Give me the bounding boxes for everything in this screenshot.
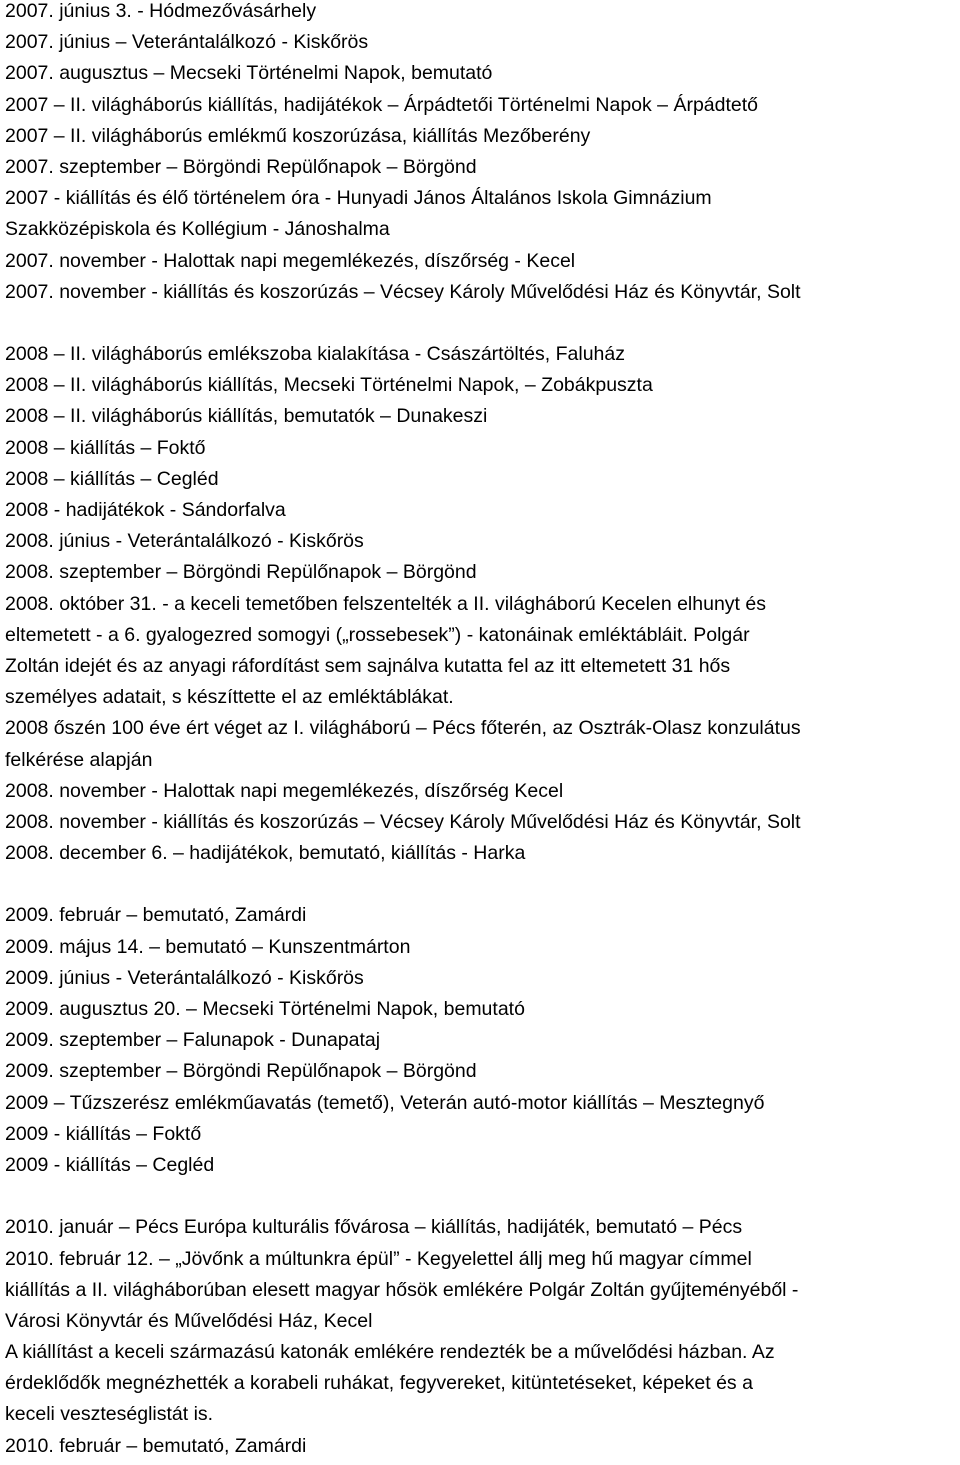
text-line: 2007. november - kiállítás és koszorúzás – Vécsey Károly Művelődési Ház és Könyvtár, Solt (5, 280, 801, 303)
text-line: A kiállítást a keceli származású katonák emlékére rendezték be a művelődési házban. Az (5, 1341, 775, 1364)
text-line: eltemetett - a 6. gyalogezred somogyi („rossebesek”) - katonáinak emléktábláit. Polgár (5, 623, 750, 646)
text-line: 2007 – II. világháborús kiállítás, hadijátékok – Árpádtetői Történelmi Napok – Árpádtető (5, 93, 759, 116)
text-line: 2010. február – bemutató, Zamárdi (5, 1434, 307, 1457)
text-line: 2009. május 14. – bemutató – Kunszentmárton (5, 935, 411, 958)
text-line: 2008. december 6. – hadijátékok, bemutató, kiállítás - Harka (5, 842, 526, 865)
text-line: 2007. augusztus – Mecseki Történelmi Napok, bemutató (5, 62, 493, 85)
text-line: 2008. június - Veterántalálkozó - Kiskőrös (5, 530, 364, 553)
text-line: Zoltán idejét és az anyagi ráfordítást sem sajnálva kutatta fel az itt eltemetett 31 hős (5, 654, 731, 677)
text-line: 2009 – Tűzszerész emlékműavatás (temető), Veterán autó-motor kiállítás – Mesztegnyő (5, 1091, 765, 1114)
text-line: 2008 – kiállítás – Cegléd (5, 467, 219, 490)
text-line: 2010. január – Pécs Európa kulturális fővárosa – kiállítás, hadijáték, bemutató – Pécs (5, 1216, 743, 1239)
text-line: 2008 – II. világháborús emlékszoba kialakítása - Császártöltés, Faluház (5, 343, 625, 366)
text-line: 2009. február – bemutató, Zamárdi (5, 904, 307, 927)
text-line: 2007. november - Halottak napi megemlékezés, díszőrség - Kecel (5, 249, 576, 272)
text-line: 2009 - kiállítás – Foktő (5, 1122, 202, 1145)
text-line: érdeklődők megnézhették a korabeli ruhákat, fegyvereket, kitüntetéseket, képeket és a (5, 1372, 753, 1395)
paragraph-gap (5, 869, 957, 900)
text-line: Szakközépiskola és Kollégium - Jánoshalma (5, 218, 390, 241)
text-line: 2008 – kiállítás – Foktő (5, 436, 206, 459)
text-line: 2007. június – Veterántalálkozó - Kiskőrös (5, 31, 369, 54)
text-line: 2007 - kiállítás és élő történelem óra - Hunyadi János Általános Iskola Gimnázium (5, 187, 712, 210)
text-line: személyes adatait, s készíttette el az emléktáblákat. (5, 686, 454, 709)
text-line: 2009 - kiállítás – Cegléd (5, 1153, 215, 1176)
text-line: Városi Könyvtár és Művelődési Ház, Kecel (5, 1309, 373, 1332)
document-body (5, 0, 957, 1462)
text-line: 2009. szeptember – Falunapok - Dunapataj (5, 1029, 381, 1052)
text-line: 2010. február 12. – „Jövőnk a múltunkra épül” - Kegyelettel állj meg hű magyar címmel (5, 1247, 752, 1270)
text-line: 2008. november - Halottak napi megemlékezés, díszőrség Kecel (5, 779, 564, 802)
text-line: 2007. szeptember – Börgöndi Repülőnapok – Börgönd (5, 155, 477, 178)
text-line: felkérése alapján (5, 748, 153, 771)
text-line: 2008. november - kiállítás és koszorúzás – Vécsey Károly Művelődési Ház és Könyvtár, Solt (5, 810, 801, 833)
paragraph-gap (5, 1181, 957, 1212)
text-line: 2008. október 31. - a keceli temetőben felszentelték a II. világháború Kecelen elhunyt és (5, 592, 766, 615)
text-line: 2008 – II. világháborús kiállítás, bemutatók – Dunakeszi (5, 405, 488, 428)
paragraph-gap (5, 308, 957, 339)
text-line: 2009. június - Veterántalálkozó - Kiskőrös (5, 966, 364, 989)
text-line: 2007. június 3. - Hódmezővásárhely (5, 0, 317, 22)
text-line: 2009. szeptember – Börgöndi Repülőnapok – Börgönd (5, 1060, 477, 1083)
text-line: kiállítás a II. világháborúban elesett magyar hősök emlékére Polgár Zoltán gyűjteményéből - (5, 1278, 799, 1301)
text-line: 2007 – II. világháborús emlékmű koszorúzása, kiállítás Mezőberény (5, 124, 591, 147)
text-line: 2008 őszén 100 éve ért véget az I. világháború – Pécs főterén, az Osztrák-Olasz konzulátus (5, 717, 801, 740)
text-line: 2008 – II. világháborús kiállítás, Mecseki Történelmi Napok, – Zobákpuszta (5, 374, 653, 397)
text-line: keceli veszteséglistát is. (5, 1403, 214, 1426)
text-line: 2008. szeptember – Börgöndi Repülőnapok – Börgönd (5, 561, 477, 584)
text-line: 2008 - hadijátékok - Sándorfalva (5, 499, 286, 521)
text-line: 2009. augusztus 20. – Mecseki Történelmi Napok, bemutató (5, 998, 525, 1020)
